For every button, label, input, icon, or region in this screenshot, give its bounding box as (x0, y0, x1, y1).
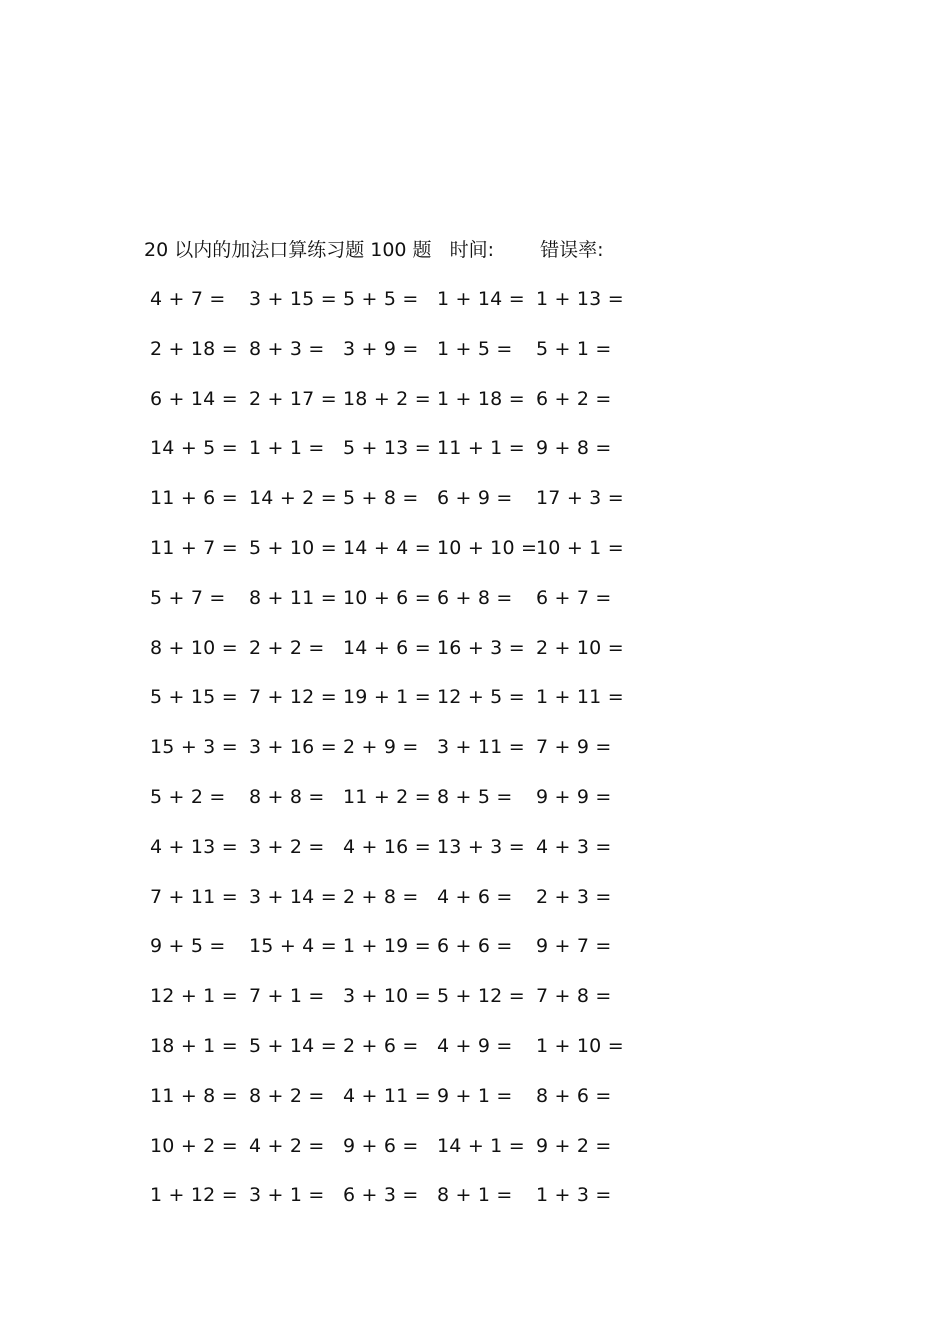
problem-r4-c1: 14 + 5 = (150, 437, 238, 459)
problem-r17-c2: 8 + 2 = (249, 1085, 325, 1107)
problem-r4-c3: 5 + 13 = (343, 437, 431, 459)
problem-r18-c1: 10 + 2 = (150, 1135, 238, 1157)
problem-r2-c4: 1 + 5 = (437, 338, 513, 360)
problem-r12-c4: 13 + 3 = (437, 836, 525, 858)
problem-r13-c2: 3 + 14 = (249, 886, 337, 908)
problem-r17-c4: 9 + 1 = (437, 1085, 513, 1107)
problem-r6-c5: 10 + 1 = (536, 537, 624, 559)
problem-r11-c2: 8 + 8 = (249, 786, 325, 808)
problem-r3-c3: 18 + 2 = (343, 388, 431, 410)
problem-r10-c1: 15 + 3 = (150, 736, 238, 758)
problem-r9-c2: 7 + 12 = (249, 686, 337, 708)
problem-r19-c2: 3 + 1 = (249, 1184, 325, 1206)
problem-r11-c5: 9 + 9 = (536, 786, 612, 808)
problem-r18-c3: 9 + 6 = (343, 1135, 419, 1157)
problem-r16-c5: 1 + 10 = (536, 1035, 624, 1057)
problem-r1-c3: 5 + 5 = (343, 288, 419, 310)
problem-r4-c5: 9 + 8 = (536, 437, 612, 459)
problem-r9-c3: 19 + 1 = (343, 686, 431, 708)
problem-r11-c3: 11 + 2 = (343, 786, 431, 808)
problem-r2-c1: 2 + 18 = (150, 338, 238, 360)
problem-r9-c5: 1 + 11 = (536, 686, 624, 708)
problem-r6-c3: 14 + 4 = (343, 537, 431, 559)
problem-r14-c1: 9 + 5 = (150, 935, 226, 957)
error-rate-label: 错误率: (540, 239, 604, 261)
problem-r7-c4: 6 + 8 = (437, 587, 513, 609)
problem-r16-c2: 5 + 14 = (249, 1035, 337, 1057)
problem-r8-c5: 2 + 10 = (536, 637, 624, 659)
problem-r1-c2: 3 + 15 = (249, 288, 337, 310)
problem-r18-c5: 9 + 2 = (536, 1135, 612, 1157)
problem-r6-c4: 10 + 10 = (437, 537, 538, 559)
problem-r14-c5: 9 + 7 = (536, 935, 612, 957)
problem-r6-c1: 11 + 7 = (150, 537, 238, 559)
problem-r2-c5: 5 + 1 = (536, 338, 612, 360)
problem-r15-c5: 7 + 8 = (536, 985, 612, 1007)
problem-r17-c1: 11 + 8 = (150, 1085, 238, 1107)
problem-r16-c4: 4 + 9 = (437, 1035, 513, 1057)
problem-r8-c2: 2 + 2 = (249, 637, 325, 659)
problem-r16-c3: 2 + 6 = (343, 1035, 419, 1057)
problem-r2-c3: 3 + 9 = (343, 338, 419, 360)
problem-r18-c4: 14 + 1 = (437, 1135, 525, 1157)
problem-r10-c2: 3 + 16 = (249, 736, 337, 758)
problem-r1-c5: 1 + 13 = (536, 288, 624, 310)
problem-r15-c2: 7 + 1 = (249, 985, 325, 1007)
problem-r5-c2: 14 + 2 = (249, 487, 337, 509)
problem-r3-c5: 6 + 2 = (536, 388, 612, 410)
problem-r19-c1: 1 + 12 = (150, 1184, 238, 1206)
problem-r17-c3: 4 + 11 = (343, 1085, 431, 1107)
problem-r12-c5: 4 + 3 = (536, 836, 612, 858)
problem-r15-c1: 12 + 1 = (150, 985, 238, 1007)
problem-r8-c3: 14 + 6 = (343, 637, 431, 659)
problem-r5-c1: 11 + 6 = (150, 487, 238, 509)
problem-r11-c4: 8 + 5 = (437, 786, 513, 808)
problem-r11-c1: 5 + 2 = (150, 786, 226, 808)
problem-r5-c5: 17 + 3 = (536, 487, 624, 509)
problem-r14-c2: 15 + 4 = (249, 935, 337, 957)
problem-r3-c4: 1 + 18 = (437, 388, 525, 410)
problem-r13-c3: 2 + 8 = (343, 886, 419, 908)
problem-r5-c4: 6 + 9 = (437, 487, 513, 509)
problem-r14-c4: 6 + 6 = (437, 935, 513, 957)
problem-r7-c1: 5 + 7 = (150, 587, 226, 609)
problem-r9-c4: 12 + 5 = (437, 686, 525, 708)
problem-r16-c1: 18 + 1 = (150, 1035, 238, 1057)
problem-r1-c1: 4 + 7 = (150, 288, 226, 310)
problem-r9-c1: 5 + 15 = (150, 686, 238, 708)
problem-r10-c5: 7 + 9 = (536, 736, 612, 758)
problem-r19-c4: 8 + 1 = (437, 1184, 513, 1206)
problem-r8-c1: 8 + 10 = (150, 637, 238, 659)
problem-r2-c2: 8 + 3 = (249, 338, 325, 360)
problem-r12-c2: 3 + 2 = (249, 836, 325, 858)
problem-r13-c5: 2 + 3 = (536, 886, 612, 908)
problem-r13-c1: 7 + 11 = (150, 886, 238, 908)
problem-r10-c3: 2 + 9 = (343, 736, 419, 758)
problem-r15-c3: 3 + 10 = (343, 985, 431, 1007)
time-label: 时间: (449, 239, 495, 261)
problem-r13-c4: 4 + 6 = (437, 886, 513, 908)
problem-r18-c2: 4 + 2 = (249, 1135, 325, 1157)
problem-r7-c2: 8 + 11 = (249, 587, 337, 609)
problem-r3-c2: 2 + 17 = (249, 388, 337, 410)
problem-r12-c3: 4 + 16 = (343, 836, 431, 858)
problem-r14-c3: 1 + 19 = (343, 935, 431, 957)
problem-r3-c1: 6 + 14 = (150, 388, 238, 410)
problem-r15-c4: 5 + 12 = (437, 985, 525, 1007)
problem-r10-c4: 3 + 11 = (437, 736, 525, 758)
problem-r19-c5: 1 + 3 = (536, 1184, 612, 1206)
problem-r8-c4: 16 + 3 = (437, 637, 525, 659)
problem-r12-c1: 4 + 13 = (150, 836, 238, 858)
problem-r19-c3: 6 + 3 = (343, 1184, 419, 1206)
problem-r4-c4: 11 + 1 = (437, 437, 525, 459)
problem-r5-c3: 5 + 8 = (343, 487, 419, 509)
problem-r1-c4: 1 + 14 = (437, 288, 525, 310)
problem-r7-c5: 6 + 7 = (536, 587, 612, 609)
problem-r17-c5: 8 + 6 = (536, 1085, 612, 1107)
problem-r4-c2: 1 + 1 = (249, 437, 325, 459)
problem-r6-c2: 5 + 10 = (249, 537, 337, 559)
problem-r7-c3: 10 + 6 = (343, 587, 431, 609)
worksheet-title: 20 以内的加法口算练习题 100 题 (144, 239, 432, 261)
